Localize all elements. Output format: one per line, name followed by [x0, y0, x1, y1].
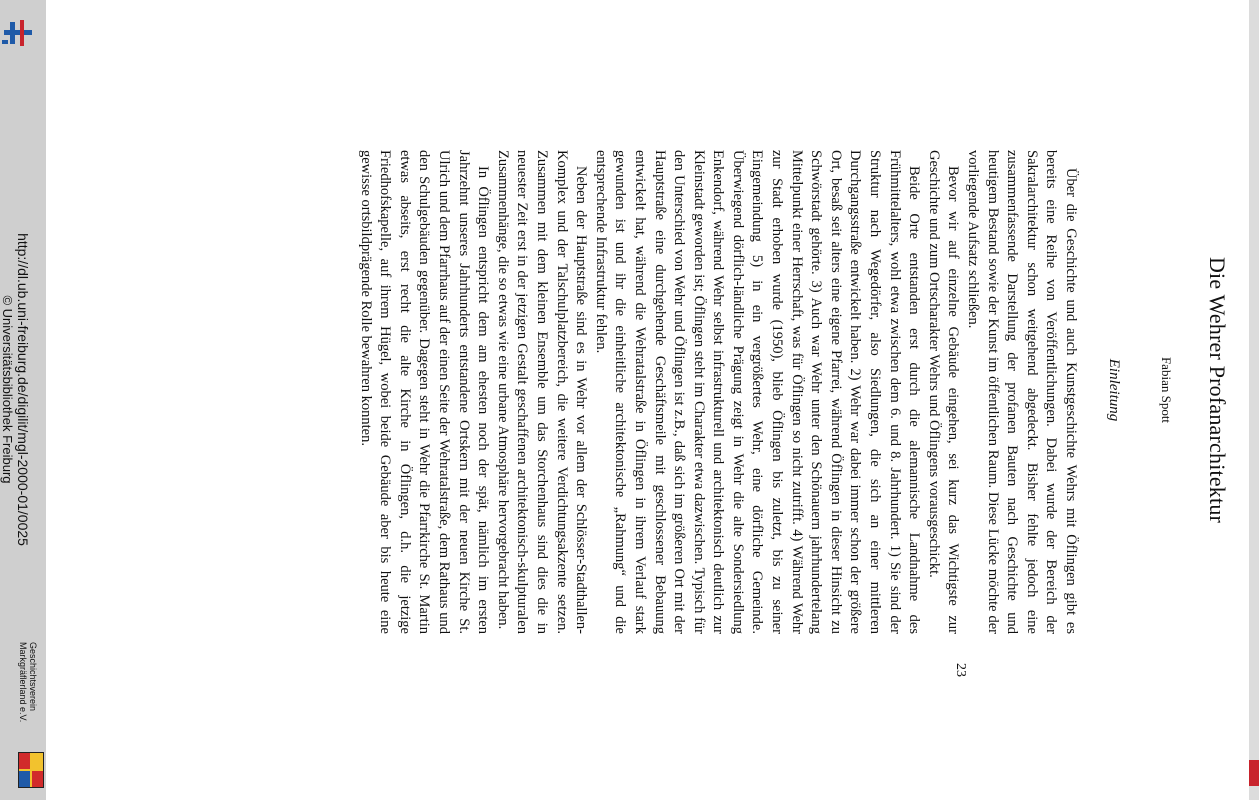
- emblem-icon: [1249, 760, 1259, 786]
- left-sidebar: [0, 0, 46, 800]
- copyright-line: © Universitätsbibliothek Freiburg: [0, 295, 15, 484]
- article-author: Fabian Spott: [1159, 356, 1174, 424]
- society-name-line1: Geschichtsverein: [28, 642, 38, 712]
- rotated-page-content: [270, 0, 1230, 770]
- article-body: [355, 150, 1080, 634]
- society-name-line2: Markgräflerland e.V.: [18, 642, 28, 723]
- paragraph: In Öflingen entspricht dem am ehesten noch der spät, nämlich im ersten Jahrzehnt unseres Jahrhunderts entstandene Ortskern mit der neuen Kirche St. Ulrich und dem Pfarrhaus auf der einen Seite der Wehratalstraße, dem Rathaus und den Schulgebäuden gegenüber. Dagegen steht in Wehr die Pfarrkirche St. Martin etwas abseits, erst recht die alte Kirche in Öflingen, d.h. die jetzige Friedhofskapelle, auf ihrem Hügel, wobei beide Gebäude aber bis heute eine gewisse ortsbildprägende Rolle bewahren konnten.: [357, 150, 492, 634]
- paragraph: Beide Orte entstanden erst durch die alemannische Landnahme des Frühmittelalters, wohl etwa zwischen dem 6. und 8. Jahrhundert. 1) Sie sind der Struktur nach Wegedörfer, also Siedlungen, die sich an einer mittleren Durchgangsstraße entwickelt haben. 2) Wehr war dabei immer schon der größere Ort, besaß seit alters eine eigene Pfarrei, während Öflingen in dieser Hinsicht zu Schwörstadt gehörte. 3) Auch war Wehr unter den Schönauern jahrhundertelang Mittelpunkt einer Herrschaft, was für Öflingen so nicht zutrifft. 4) Während Wehr zur Stadt erhoben wurde (1950), blieb Öflingen bis zuletzt, bis zu seiner Eingemeindung 5) in ein vergrößertes Wehr, eine dörfliche Gemeinde. Überwiegend dörflich-ländliche Prägung zeigt in Wehr die alte Sondersiedlung Enkendorf, während Wehr selbst infrastrukturell und architektonisch deutlich zur Kleinstadt geworden ist; Öflingen steht im Charakter etwa dazwischen. Typisch für den Unterschied von Wehr und Öflingen ist z.B., daß sich im größeren Ort mit der Hauptstraße eine durchgehende Geschäftsmeile mit geschlossener Bebauung entwickelt hat, während die Wehratalstraße in Öflingen in ihrem Verlauf stark gewunden ist und ihr die einheitliche architektonische „Rahmung“ und die entsprechende Infrastruktur fehlen.: [592, 150, 923, 634]
- scanned-page: [100, 0, 1250, 800]
- society-name: [18, 642, 38, 742]
- paragraph: Bevor wir auf einzelne Gebäude eingehen, sei kurz das Wichtigste zur Geschichte und zum Ortscharakter Wehrs und Öflingens vorausgeschickt.: [925, 150, 962, 634]
- right-edge-strip: [1249, 0, 1259, 800]
- page-number: 23: [953, 663, 968, 677]
- article-title: Die Wehrer Profanarchitektur: [1205, 256, 1230, 524]
- source-url: [0, 110, 31, 670]
- paragraph: Über die Geschichte und auch Kunstgeschichte Wehrs mit Öflingen gibt es bereits eine Reihe von Veröffentlichungen. Dabei wurde der Bereich der Sakralarchitektur schon weitgehend abgedeckt. Bisher fehlte jedoch eine zusammenfassende Darstellung der profanen Bauten nach Geschichte und heutigem Bestand sowie der Kunst im öffentlichen Raum. Diese Lücke möchte der vorliegende Aufsatz schließen.: [965, 150, 1079, 634]
- crest-icon: [18, 752, 44, 788]
- source-url-line: http://dl.ub.uni-freiburg.de/digilit/mgl-2000-01/0025: [15, 233, 31, 546]
- section-heading: Einleitung: [1106, 358, 1122, 422]
- library-logo-icon: [0, 18, 36, 50]
- paragraph: Neben der Hauptstraße sind es in Wehr vor allem der Schlösser-Stadthallen-Komplex und der Talschulplatzbereich, die weitere Verdichtungsakzente setzen. Zusammen mit dem kleinen Ensemble um das Storchenhaus sind dies die in neuester Zeit erst in der jetzigen Gestalt geschaffenen architektonisch-skulpturalen Zusammenhänge, die so etwas wie eine urbane Atmosphäre hervorgebracht haben.: [494, 150, 590, 634]
